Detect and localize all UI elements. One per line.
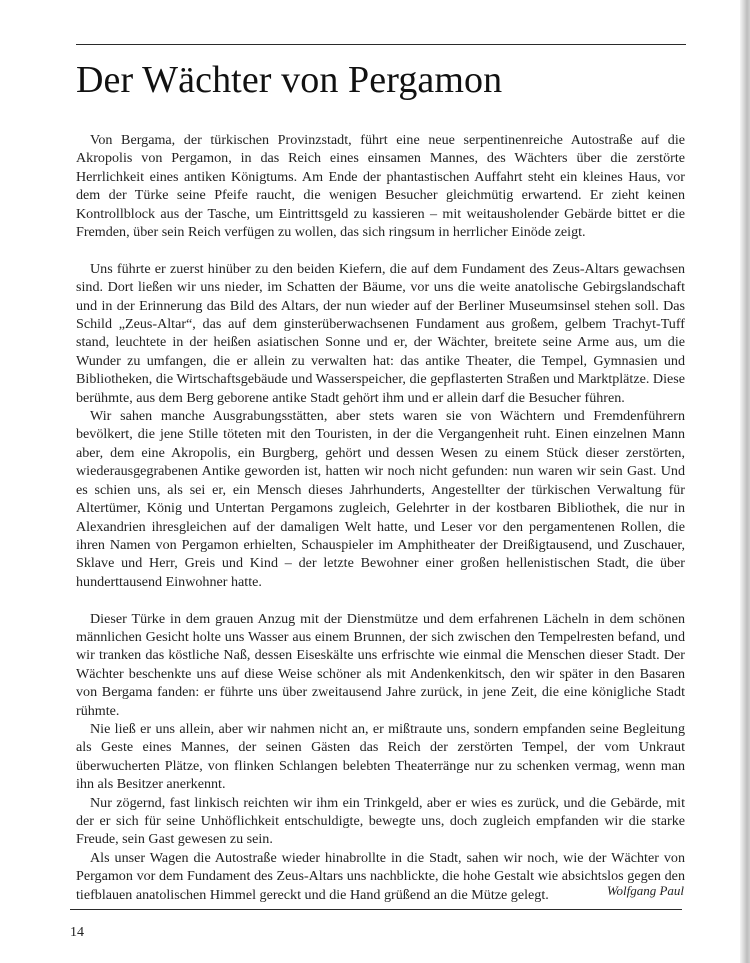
bottom-rule	[70, 909, 682, 910]
article-body	[76, 131, 685, 904]
paragraph: Als unser Wagen die Autostraße wieder hinabrollte in die Stadt, sahen wir noch, wie der Wächter von Pergamon vor dem Fundament des Zeus-Altars uns nachblickte, die hohe Gestalt wie absichtslos gegen den tiefblauen anatolischen Himmel gereckt und die Hand grüßend an die Mütze gelegt.	[76, 849, 685, 903]
top-rule	[76, 44, 686, 45]
page-number: 14	[70, 925, 84, 940]
paragraph: Dieser Türke in dem grauen Anzug mit der Dienstmütze und dem erfahrenen Lächeln in dem schönen männlichen Gesicht holte uns Wasser aus einem Brunnen, der sich zwischen den Tempelresten befand, und wir tranken das köstliche Naß, dessen Eiseskälte uns erfrischte wie einmal die Menschen dieser Stadt. Der Wächter beschenkte uns auf diese Weise schöner als mit Andenkenkitsch, den wir später in den Basaren von Bergama fanden: er führte uns über zweitausend Jahre zurück, in jene Zeit, die eine königliche Stadt rühmte.	[76, 610, 685, 719]
paragraph: Nur zögernd, fast linkisch reichten wir ihm ein Trinkgeld, aber er wies es zurück, und die Gebärde, mit der er sich für seine Unhöflichkeit entschuldigte, bewegte uns, doch zugleich empfanden wir die starke Freude, sein Gast gewesen zu sein.	[76, 794, 685, 848]
page-edge-shadow	[740, 0, 750, 963]
paragraph: Von Bergama, der türkischen Provinzstadt, führt eine neue serpentinenreiche Autostraße auf die Akropolis von Pergamon, in das Reich eines einsamen Mannes, des Wächters über die zerstörte Herrlichkeit eines antiken Königtums. Am Ende der phantastischen Auffahrt steht ein kleines Haus, vor dem der Türke seine Pfeife raucht, die wenigen Besucher gleichmütig erwartend. Er zieht keinen Kontrollblock aus der Tasche, um Eintrittsgeld zu kassieren – mit weitausholender Gebärde bittet er die Fremden, über sein Reich verfügen zu wollen, das sich ringsum in herrlicher Einöde zeigt.	[76, 132, 685, 241]
paragraph: Uns führte er zuerst hinüber zu den beiden Kiefern, die auf dem Fundament des Zeus-Altars gewachsen sind. Dort ließen wir uns nieder, im Schatten der Bäume, vor uns die weite anatolische Gebirgslandschaft und in der Erinnerung das Bild des Altars, der nun wieder auf der Berliner Museumsinsel stehen soll. Das Schild „Zeus-Altar“, das auf dem ginsterüberwachsenen Fundament aus großem, gelbem Trachyt-Tuff stand, leuchtete in der heißen asiatischen Sonne und er, der Wächter, breitete seine Arme aus, um die Wunder zu umfangen, die er allein zu verwalten hat: das antike Theater, die Tempel, Gymnasien und Bibliotheken, die Wirtschaftsgebäude und Wasserspeicher, die gepflasterten Straßen und Marktplätze. Diese berühmte, aus dem Berg geborene antike Stadt gehört ihm und er allein darf die Besucher führen.	[76, 260, 685, 406]
paragraph: Nie ließ er uns allein, aber wir nahmen nicht an, er mißtraute uns, sondern empfanden seine Begleitung als Geste eines Mannes, der seinen Gästen das Reich der zerstörten Tempel, der vom Unkraut überwucherten Plätze, von flinken Schlangen belebten Theaterränge nur zu schenken vermag, wenn man ihn als Besitzer anerkennt.	[76, 720, 685, 793]
article-title: Der Wächter von Pergamon	[76, 59, 503, 101]
paragraph: Wir sahen manche Ausgrabungsstätten, aber stets waren sie von Wächtern und Fremdenführern bevölkert, die jene Stille töteten mit den Touristen, in der die Vergangenheit ruht. Einen einzelnen Mann aber, dem eine Akropolis, ein Burgberg, gehört und dessen Wesen zu einem Stück dieser zerstörten, wiederausgegrabenen Antike geworden ist, hatten wir noch nicht gefunden: nun waren wir sein Gast. Und es schien uns, als sei er, ein Mensch dieses Jahrhunderts, Angestellter der türkischen Verwaltung für Altertümer, König und Untertan Pergamons zugleich, Gelehrter in der kostbaren Bibliothek, die nur in Alexandrien ihresgleichen auf der damaligen Welt hatte, und Leser vor den pergamentenen Rollen, die ihren Namen von Pergamon erhielten, Schauspieler im Amphitheater der Dreißigtausend, und Zuschauer, Sklave und Herr, Greis und Kind – der letzte Bewohner einer großen hellenistischen Stadt, die über hunderttausend Einwohner hatte.	[76, 408, 685, 590]
author-signature: Wolfgang Paul	[606, 883, 684, 898]
